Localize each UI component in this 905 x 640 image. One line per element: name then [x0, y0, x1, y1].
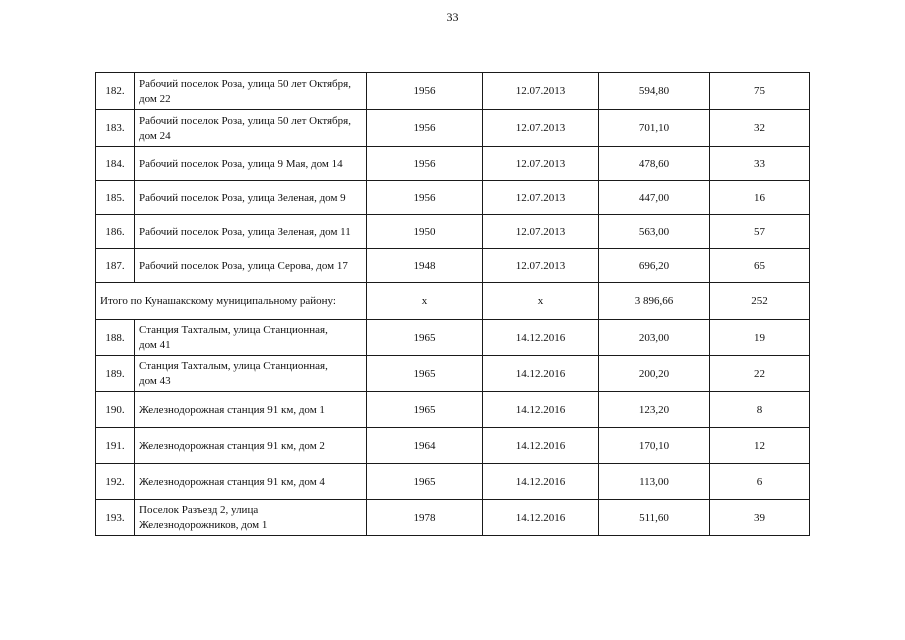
row-address: Железнодорожная станция 91 км, дом 2	[135, 428, 367, 464]
total-count: 252	[710, 283, 810, 320]
table-row	[96, 147, 810, 181]
row-year: 1965	[367, 356, 483, 392]
row-number: 184.	[96, 147, 135, 181]
row-area: 203,00	[599, 320, 710, 356]
row-year: 1965	[367, 320, 483, 356]
row-number: 187.	[96, 249, 135, 283]
row-number: 186.	[96, 215, 135, 249]
table-row	[96, 428, 810, 464]
row-date: 14.12.2016	[483, 500, 599, 536]
row-count: 65	[710, 249, 810, 283]
row-number: 188.	[96, 320, 135, 356]
row-address: Рабочий поселок Роза, улица 9 Мая, дом 14	[135, 147, 367, 181]
row-year: 1965	[367, 464, 483, 500]
row-area: 170,10	[599, 428, 710, 464]
row-year: 1978	[367, 500, 483, 536]
table-row	[96, 500, 810, 536]
row-count: 8	[710, 392, 810, 428]
total-date: х	[483, 283, 599, 320]
row-area: 701,10	[599, 110, 710, 147]
row-year: 1964	[367, 428, 483, 464]
row-number: 191.	[96, 428, 135, 464]
row-date: 12.07.2013	[483, 215, 599, 249]
row-area: 113,00	[599, 464, 710, 500]
row-count: 39	[710, 500, 810, 536]
row-number: 182.	[96, 73, 135, 110]
address-line-1: Станция Тахталым, улица Станционная,	[139, 360, 328, 372]
row-address: Рабочий поселок Роза, улица Зеленая, дом 11	[135, 215, 367, 249]
row-number: 193.	[96, 500, 135, 536]
table-row	[96, 320, 810, 356]
table-row	[96, 392, 810, 428]
row-count: 16	[710, 181, 810, 215]
page-number: 33	[446, 10, 459, 24]
row-date: 14.12.2016	[483, 392, 599, 428]
row-area: 123,20	[599, 392, 710, 428]
row-count: 75	[710, 73, 810, 110]
table-row	[96, 181, 810, 215]
address-line-1: Рабочий поселок Роза, улица 50 лет Октября,	[139, 77, 351, 90]
row-date: 14.12.2016	[483, 428, 599, 464]
total-area: 3 896,66	[599, 283, 710, 320]
row-year: 1965	[367, 392, 483, 428]
row-date: 12.07.2013	[483, 147, 599, 181]
row-date: 14.12.2016	[483, 320, 599, 356]
row-date: 12.07.2013	[483, 110, 599, 147]
row-address	[135, 73, 367, 110]
address-line-1: Поселок Разъезд 2, улица	[139, 504, 259, 516]
table-row	[96, 249, 810, 283]
row-area: 696,20	[599, 249, 710, 283]
table-row	[96, 215, 810, 249]
row-number: 183.	[96, 110, 135, 147]
row-year: 1956	[367, 110, 483, 147]
row-count: 6	[710, 464, 810, 500]
address-line-2: Железнодорожников, дом 1	[139, 519, 268, 531]
row-year: 1950	[367, 215, 483, 249]
row-area: 200,20	[599, 356, 710, 392]
row-address: Рабочий поселок Роза, улица Серова, дом 17	[135, 249, 367, 283]
row-address: Рабочий поселок Роза, улица Зеленая, дом 9	[135, 181, 367, 215]
table-row	[96, 110, 810, 147]
row-number: 190.	[96, 392, 135, 428]
row-date: 14.12.2016	[483, 356, 599, 392]
row-address	[135, 500, 367, 536]
address-line-2: дом 24	[139, 129, 171, 142]
total-label: Итого по Кунашакскому муниципальному району:	[96, 283, 367, 320]
address-line-2: дом 43	[139, 375, 171, 387]
row-count: 57	[710, 215, 810, 249]
row-address	[135, 320, 367, 356]
address-line-2: дом 22	[139, 92, 171, 105]
row-year: 1956	[367, 147, 483, 181]
row-number: 189.	[96, 356, 135, 392]
row-year: 1948	[367, 249, 483, 283]
row-address: Железнодорожная станция 91 км, дом 4	[135, 464, 367, 500]
row-count: 33	[710, 147, 810, 181]
row-area: 478,60	[599, 147, 710, 181]
total-row	[96, 283, 810, 320]
row-date: 12.07.2013	[483, 181, 599, 215]
address-line-1: Рабочий поселок Роза, улица 50 лет Октября,	[139, 114, 351, 127]
row-count: 32	[710, 110, 810, 147]
row-count: 22	[710, 356, 810, 392]
row-date: 12.07.2013	[483, 249, 599, 283]
row-area: 563,00	[599, 215, 710, 249]
total-year: х	[367, 283, 483, 320]
housing-registry-table	[95, 72, 810, 536]
table-row	[96, 73, 810, 110]
address-line-2: дом 41	[139, 339, 171, 351]
row-date: 12.07.2013	[483, 73, 599, 110]
row-year: 1956	[367, 73, 483, 110]
row-address	[135, 356, 367, 392]
row-count: 19	[710, 320, 810, 356]
row-address: Железнодорожная станция 91 км, дом 1	[135, 392, 367, 428]
row-area: 511,60	[599, 500, 710, 536]
row-address	[135, 110, 367, 147]
row-date: 14.12.2016	[483, 464, 599, 500]
table-row	[96, 464, 810, 500]
row-number: 192.	[96, 464, 135, 500]
row-year: 1956	[367, 181, 483, 215]
address-line-1: Станция Тахталым, улица Станционная,	[139, 324, 328, 336]
row-number: 185.	[96, 181, 135, 215]
row-area: 447,00	[599, 181, 710, 215]
table-row	[96, 356, 810, 392]
row-count: 12	[710, 428, 810, 464]
row-area: 594,80	[599, 73, 710, 110]
